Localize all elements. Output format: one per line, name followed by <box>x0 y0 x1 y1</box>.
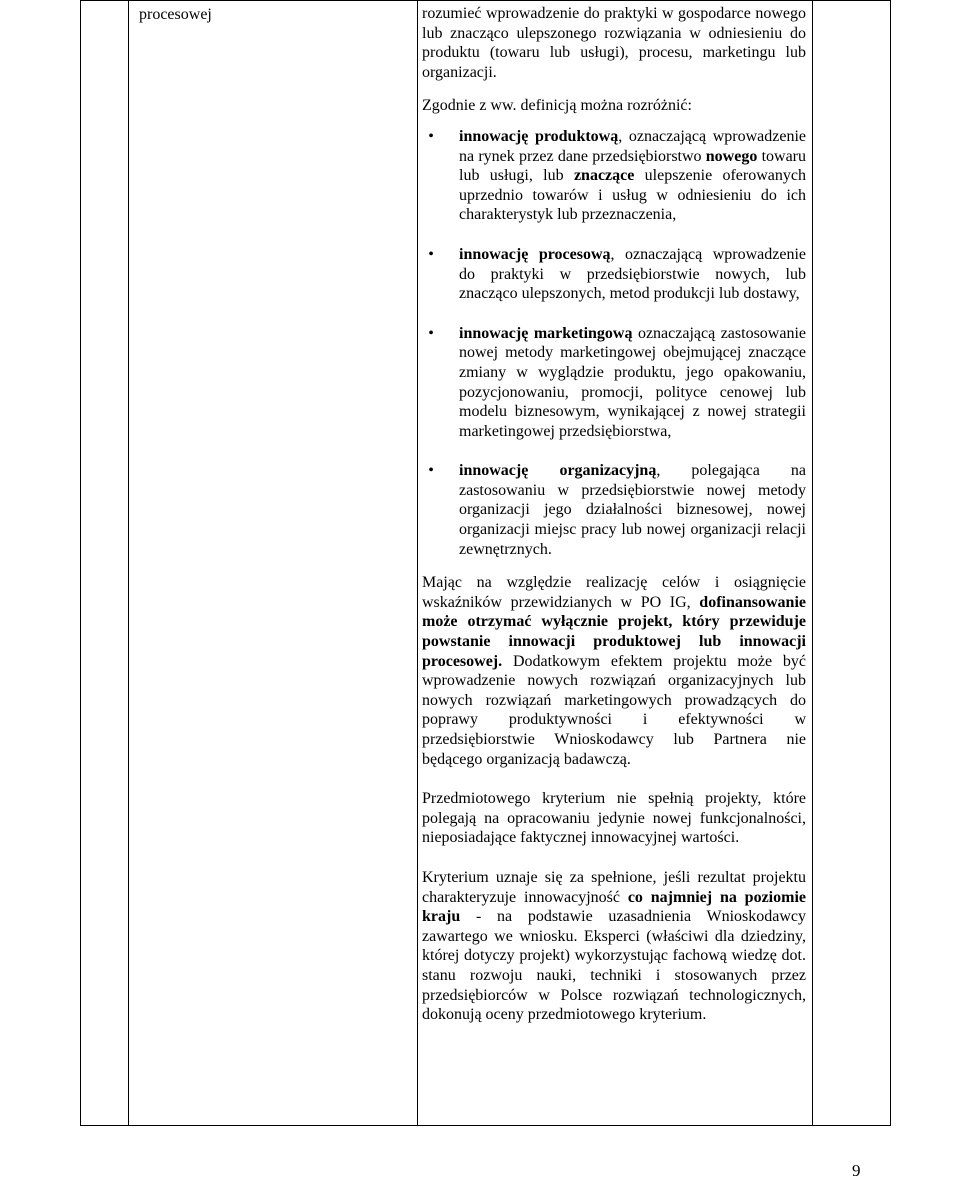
list-item <box>422 461 806 559</box>
bullet-text: , oznaczającą wprowadzenie do praktyki w przedsiębiorstwie nowych, lub znacząco ulepszonych, metod produkcji lub dostawy, <box>459 245 807 303</box>
bullet-text: , oznaczającą wprowadzenie na rynek przez dane przedsiębiorstwo <box>459 127 806 165</box>
bullet-term: innowację <box>459 245 529 263</box>
bullet-term: innowację <box>459 462 529 480</box>
table-row <box>81 1 891 1126</box>
criterion-content-cell <box>418 1 813 1126</box>
paragraph-text: - na podstawie uzasadnienia Wnioskodawcy zawartego we wniosku. Eksperci (właściwi dla dziedziny, której dotyczy projekt) wykorzystując fachową wiedzę dot. stanu rozwoju nauki, techniki i stosowanych przez przedsiębiorców w Polsce rozwiązań technologicznych, dokonują oceny przedmiotowego kryterium. <box>422 908 806 1024</box>
list-item <box>422 127 806 225</box>
bullet-icon: • <box>428 462 434 480</box>
criteria-table <box>80 0 891 1126</box>
bullet-emphasis: nowego <box>705 147 758 165</box>
bullet-text: , polegająca na zastosowaniu w przedsiębiorstwie nowej metody organizacji jego działalności biznesowej, nowej organizacji miejsc pracy lub nowej organizacji relacji zewnętrznych. <box>459 462 807 558</box>
bullet-icon: • <box>428 245 434 263</box>
bullet-text: ulepszenie oferowanych uprzednio towarów i usług w odniesieniu do ich charakterystyk lub przeznaczenia, <box>459 167 806 224</box>
number-cell <box>81 1 129 1126</box>
page-number: 9 <box>852 1161 861 1180</box>
bullet-term: innowację <box>459 324 529 342</box>
paragraph-text: Kryterium uznaje się za spełnione, jeśli rezultat projektu charakteryzuje innowacyjność <box>422 868 806 906</box>
bullet-emphasis: znaczące <box>573 167 635 185</box>
lead-paragraph: Zgodnie z ww. definicją można rozróżnić: <box>422 97 692 115</box>
paragraph-text: Dodatkowym efektem projektu może być wprowadzenie nowych rozwiązań organizacyjnych lub nowych rozwiązań marketingowych prowadzących do poprawy produktywności i efektywności w przedsiębiorstwie Wnioskodawcy lub Partnera nie będącego organizacją badawczą. <box>422 652 806 768</box>
bullet-text: towaru lub usługi, lub <box>459 147 806 185</box>
funding-paragraph <box>422 573 806 769</box>
paragraph-emphasis: co najmniej na poziomie kraju <box>422 888 806 926</box>
paragraph-text: Mając na względzie realizację celów i osiągnięcie wskaźników przewidzianych w PO IG, <box>422 574 806 611</box>
bullet-term: innowację <box>459 127 529 145</box>
paragraph-emphasis: dofinansowanie może otrzymać wyłącznie projekt, który przewiduje powstanie innowacji produktowej lub innowacji procesowej. <box>422 593 806 670</box>
bullet-icon: • <box>428 324 434 342</box>
intro-paragraph: rozumieć wprowadzenie do praktyki w gospodarce nowego lub znacząco ulepszonego rozwiązania w odniesieniu do produktu (towaru lub usługi), procesu, marketingu lub organizacji. <box>422 5 806 81</box>
bullet-icon: • <box>428 127 434 145</box>
exclusion-paragraph: Przedmiotowego kryterium nie spełnią projekty, które polegają na opracowaniu jedynie nowej funkcjonalności, nieposiadające faktycznej innowacyjnej wartości. <box>422 790 806 847</box>
bullet-term: produktową <box>534 127 619 145</box>
extra-cell <box>813 1 891 1126</box>
bullet-text: oznaczającą zastosowanie nowej metody marketingowej obejmującej znaczące zmiany w wyglądzie produktu, jego opakowaniu, pozycjonowaniu, promocji, polityce cenowej lub modelu biznesowym, wynikającej z nowej strategii marketingowej przedsiębiorstwa, <box>459 324 806 440</box>
bullet-term: organizacyjną <box>559 462 657 480</box>
bullet-term: marketingową <box>533 324 633 342</box>
criterion-label: procesowej <box>139 6 212 23</box>
innovation-types-list <box>422 127 806 559</box>
list-item <box>422 245 806 304</box>
bullet-term: procesową <box>538 245 611 263</box>
criterion-label-cell <box>129 1 418 1126</box>
assessment-paragraph <box>422 868 806 1025</box>
list-item <box>422 324 806 442</box>
